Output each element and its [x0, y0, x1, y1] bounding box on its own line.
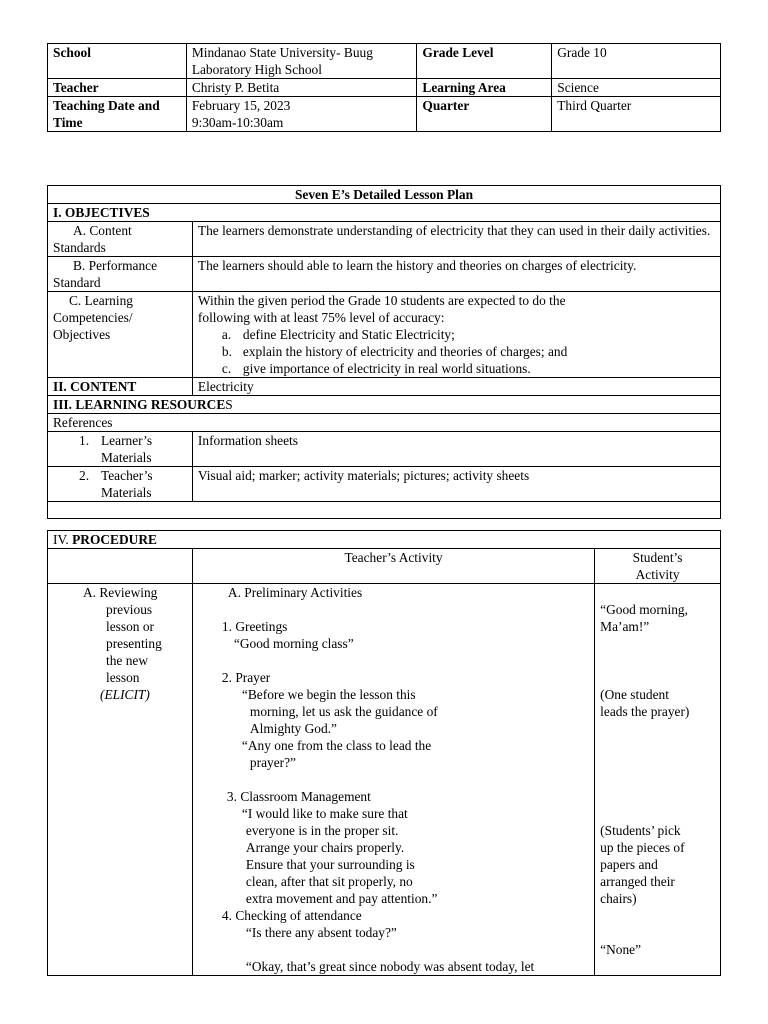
procedure-table [47, 530, 721, 976]
teacher-value: Christy P. Betita [186, 79, 417, 97]
performance-standard-label: B. Performance Standard [48, 257, 193, 292]
procedure-heading: IV. PROCEDURE [48, 531, 721, 549]
lesson-plan-table [47, 185, 721, 519]
teacher-activity: A. Preliminary Activities 1. Greetings “Good morning class” 2. Prayer “Before we begin the lesson this morning, let us ask the guidance of Almighty God.” “Any one from the class to lead the prayer?” 3. Classroom Management “I would like to make sure that everyone is in the proper sit. Arrange your chairs properly. Ensure that your surrounding is clean, after that sit properly, no extra movement and pay attention.” 4. Checking of attendance “Is there any absent today?” “Okay, that’s great since nobody was absent today, let [192, 584, 594, 976]
objective-item: b. explain the history of electricity and theories of charges; and [221, 344, 568, 359]
learner-materials-label: 1. Learner’s Materials [48, 432, 193, 467]
quarter-value: Third Quarter [552, 97, 721, 132]
content-standards-label: A. Content Standards [48, 222, 193, 257]
competencies-label: C. Learning Competencies/ Objectives [48, 292, 193, 378]
date-label: Teaching Date and Time [48, 97, 187, 132]
learner-materials-value: Information sheets [192, 432, 720, 467]
resources-heading: III. LEARNING RESOURCES [48, 396, 721, 414]
references-label: References [48, 414, 721, 432]
performance-standard-text: The learners should able to learn the history and theories on charges of electricity. [192, 257, 720, 292]
step-label: A. Reviewing previous lesson or presenting the new lesson (ELICIT) [48, 584, 193, 976]
quarter-label: Quarter [417, 97, 552, 132]
competencies-text: Within the given period the Grade 10 students are expected to do the following with at least 75% level of accuracy: a. define Electricity and Static Electricity; b. explain the history of electricity and theories of charges; and c. give importance of electricity in real world situations. [192, 292, 720, 378]
date-value: February 15, 2023 9:30am-10:30am [186, 97, 417, 132]
objective-item: a. define Electricity and Static Electricity; [221, 327, 455, 342]
content-value: Electricity [192, 378, 720, 396]
content-standards-text: The learners demonstrate understanding of electricity that they can used in their daily activities. [192, 222, 720, 257]
content-heading: II. CONTENT [48, 378, 193, 396]
teacher-label: Teacher [48, 79, 187, 97]
teacher-activity-header: Teacher’s Activity [192, 549, 594, 584]
area-label: Learning Area [417, 79, 552, 97]
student-activity-header: Student’s Activity [595, 549, 721, 584]
teacher-materials-value: Visual aid; marker; activity materials; pictures; activity sheets [192, 467, 720, 502]
blank-row [48, 502, 721, 519]
lesson-info-table [47, 43, 721, 132]
step-column-header [48, 549, 193, 584]
area-value: Science [552, 79, 721, 97]
teacher-materials-label: 2. Teacher’s Materials [48, 467, 193, 502]
grade-label: Grade Level [417, 44, 552, 79]
student-activity: “Good morning, Ma’am!” (One student leads the prayer) (Students’ pick up the pieces of papers and arranged their chairs) “None” [595, 584, 721, 976]
school-label: School [48, 44, 187, 79]
grade-value: Grade 10 [552, 44, 721, 79]
objective-item: c. give importance of electricity in real world situations. [221, 361, 531, 376]
school-value: Mindanao State University- Buug Laboratory High School [186, 44, 417, 79]
plan-title: Seven E’s Detailed Lesson Plan [48, 186, 721, 204]
objectives-heading: I. OBJECTIVES [48, 204, 721, 222]
